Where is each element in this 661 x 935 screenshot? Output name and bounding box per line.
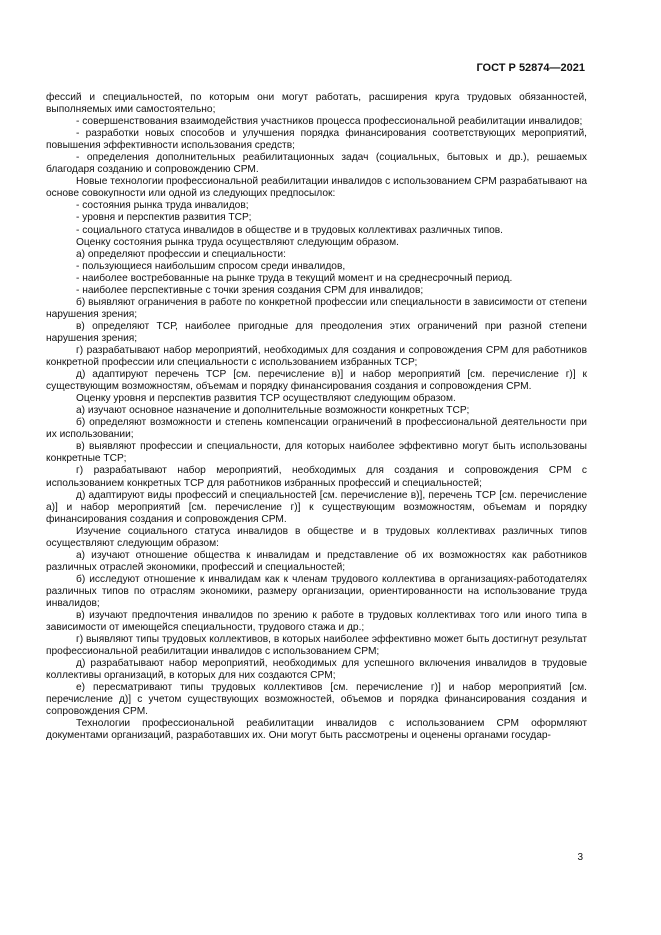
paragraph: а) изучают основное назначение и дополнительные возможности конкретных ТСР; bbox=[76, 405, 470, 417]
paragraph: в) выявляют профессии и специальности, для которых наиболее эффективно могут быть использованы конкретные ТСР; bbox=[46, 441, 587, 465]
paragraph: Оценку состояния рынка труда осуществляют следующим образом. bbox=[76, 236, 399, 248]
paragraph: д) разрабатывают набор мероприятий, необходимых для успешного включения инвалидов в трудовые коллективы организаций, в которых для них создаются СРМ; bbox=[46, 658, 587, 682]
standard-designation: ГОСТ Р 52874—2021 bbox=[476, 62, 585, 74]
paragraph: г) выявляют типы трудовых коллективов, в которых наиболее эффективно может быть достигнут результат профессиональной реабилитации инвалидов с использованием СРМ; bbox=[46, 634, 587, 658]
paragraph: е) пересматривают типы трудовых коллективов [см. перечисление г)] и набор мероприятий [см. перечисление д)] с учетом существующих возможностей, объемов и порядка финансирования создания и сопровождения СРМ. bbox=[46, 682, 587, 718]
paragraph: д) адаптируют перечень ТСР [см. перечисление в)] и набор мероприятий [см. перечисление г)] к существующим возможностям, объемам и порядку финансирования создания и сопровождения СРМ. bbox=[46, 369, 587, 393]
body-text bbox=[46, 92, 587, 743]
paragraph: - наиболее перспективные с точки зрения создания СРМ для инвалидов; bbox=[76, 284, 424, 296]
paragraph: б) исследуют отношение к инвалидам как к членам трудового коллектива в организациях-работодателях различных типов по отраслям экономики, размеру организации, ориентированности на использование труда инвалидов; bbox=[46, 573, 587, 609]
page-number: 3 bbox=[577, 852, 583, 863]
paragraph: г) разрабатывают набор мероприятий, необходимых для создания и сопровождения СРМ с использованием конкретных ТСР для работников избранных профессий и специальностей; bbox=[46, 465, 587, 489]
paragraph: а) изучают отношение общества к инвалидам и представление об их возможностях как работников различных отраслей экономики, профессий и специальностей; bbox=[46, 549, 587, 573]
paragraph: - уровня и перспектив развития ТСР; bbox=[76, 212, 252, 224]
paragraph: - определения дополнительных реабилитационных задач (социальных, бытовых и др.), решаемых благодаря созданию и сопровождению СРМ. bbox=[46, 152, 587, 176]
paragraph: Новые технологии профессиональной реабилитации инвалидов с использованием СРМ разрабатывают на основе совокупности или одной из следующих предпосылок: bbox=[46, 176, 587, 200]
paragraph: - совершенствования взаимодействия участников процесса профессиональной реабилитации инвалидов; bbox=[76, 116, 583, 128]
paragraph: а) определяют профессии и специальности: bbox=[76, 248, 286, 260]
paragraph: в) изучают предпочтения инвалидов по зрению к работе в трудовых коллективах того или иного типа в зависимости от имеющейся специальности, трудового стажа и др.; bbox=[46, 610, 587, 634]
paragraph: - социального статуса инвалидов в обществе и в трудовых коллективах различных типов. bbox=[76, 224, 504, 236]
paragraph: - разработки новых способов и улучшения порядка финансирования соответствующих мероприятий, повышения эффективности использования средств; bbox=[46, 128, 587, 152]
paragraph: Оценку уровня и перспектив развития ТСР осуществляют следующим образом. bbox=[76, 393, 456, 405]
paragraph: д) адаптируют виды профессий и специальностей [см. перечисление в)], перечень ТСР [см. перечисление а)] и набор мероприятий [см. перечисление г)] к существующим возможностям, объемам и порядку финансирования создания и сопровождения СРМ. bbox=[46, 489, 587, 525]
paragraph: - состояния рынка труда инвалидов; bbox=[76, 200, 249, 212]
paragraph: б) выявляют ограничения в работе по конкретной профессии или специальности в зависимости от степени нарушения зрения; bbox=[46, 296, 587, 320]
paragraph: в) определяют ТСР, наиболее пригодные для преодоления этих ограничений при разной степени нарушения зрения; bbox=[46, 320, 587, 344]
paragraph: - наиболее востребованные на рынке труда в текущий момент и на среднесрочный период. bbox=[76, 272, 513, 284]
paragraph: б) определяют возможности и степень компенсации ограничений в профессиональной деятельности при их использовании; bbox=[46, 417, 587, 441]
paragraph: Изучение социального статуса инвалидов в обществе и в трудовых коллективах различных типов осуществляют следующим образом: bbox=[46, 525, 587, 549]
paragraph: фессий и специальностей, по которым они могут работать, расширения круга трудовых обязанностей, выполняемых ими самостоятельно; bbox=[46, 92, 587, 116]
paragraph: Технологии профессиональной реабилитации инвалидов с использованием СРМ оформляют документами организаций, разработавших их. Они могут быть рассмотрены и оценены органами государ- bbox=[46, 718, 587, 742]
paragraph: г) разрабатывают набор мероприятий, необходимых для создания и сопровождения СРМ для работников конкретной профессии или специальности с использованием избранных ТСР; bbox=[46, 344, 587, 369]
paragraph: - пользующиеся наибольшим спросом среди инвалидов, bbox=[76, 260, 346, 272]
